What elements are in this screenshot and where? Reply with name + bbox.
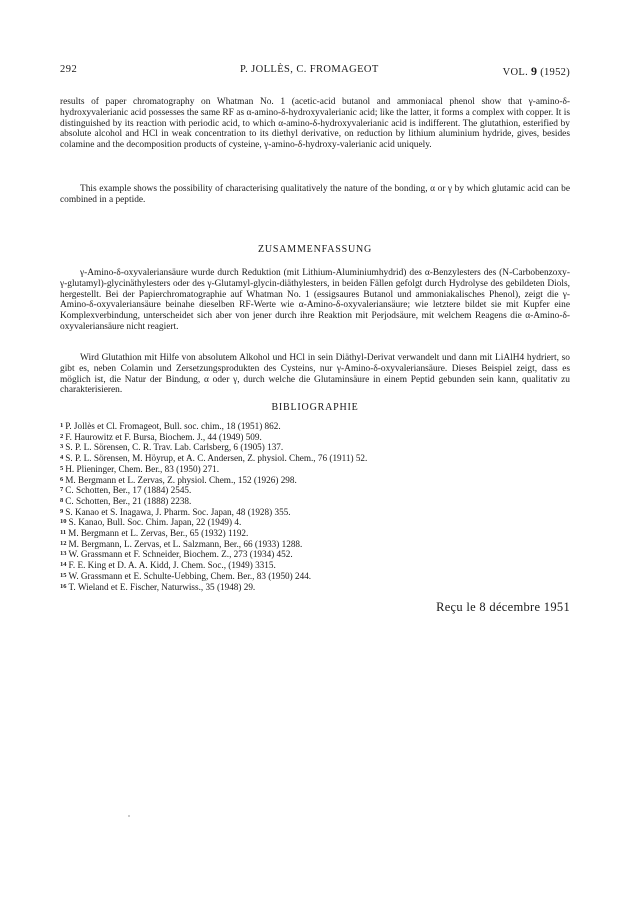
reference-number: 8 bbox=[60, 496, 64, 504]
reference-text: H. Plieninger, Chem. Ber., 83 (1950) 271. bbox=[65, 463, 220, 474]
reference-text: F. E. King et D. A. A. Kidd, J. Chem. Soc., (1949) 3315. bbox=[68, 560, 276, 571]
reference-number: 1 bbox=[60, 422, 64, 429]
reference-item bbox=[60, 485, 570, 496]
reference-text: P. Jollès et Cl. Fromageot, Bull. soc. chim., 18 (1951) 862. bbox=[65, 421, 281, 431]
reference-number: 7 bbox=[60, 486, 64, 494]
german-summary-paragraph-2: Wird Glutathion mit Hilfe von absolutem Alkohol und HCl in sein Diäthyl-Derivat verwandelt und dann mit LiAlH4 hydriert, so gibt es, neben Colamin und Zersetzungsprodukten des Cysteins, nur γ-Amino-δ-oxyvaleriansäure. Dieses Beispiel zeigt, dass es möglich ist, die Natur der Bindung, α oder γ, durch welche die Glutaminsäure in einem Peptid gebunden sein kann, qualitativ zu charakterisieren. bbox=[60, 353, 570, 396]
reference-text: M. Bergmann, L. Zervas, et L. Salzmann, Ber., 66 (1933) 1288. bbox=[68, 538, 303, 549]
reference-item bbox=[60, 421, 570, 432]
reference-number: 5 bbox=[60, 464, 64, 472]
reference-number: 12 bbox=[60, 539, 67, 547]
running-authors: P. JOLLÈS, C. FROMAGEOT bbox=[240, 64, 379, 75]
reference-item bbox=[60, 528, 570, 539]
reference-number: 9 bbox=[60, 507, 64, 515]
reference-item bbox=[60, 442, 570, 453]
reference-text: S. Kanao, Bull. Soc. Chim. Japan, 22 (1949) 4. bbox=[68, 517, 242, 528]
reference-text: S. Kanao et S. Inagawa, J. Pharm. Soc. Japan, 48 (1928) 355. bbox=[65, 506, 291, 517]
reference-number: 3 bbox=[60, 443, 64, 451]
reference-item bbox=[60, 549, 570, 560]
reference-item bbox=[60, 453, 570, 464]
reference-number: 13 bbox=[60, 550, 67, 558]
reference-text: W. Grassmann et E. Schulte-Uebbing, Chem. Ber., 83 (1950) 244. bbox=[68, 570, 312, 581]
german-summary-paragraph-1: γ-Amino-δ-oxyvaleriansäure wurde durch Reduktion (mit Lithium-Aluminiumhydrid) des α-Benzylesters des (N-Carbobenzoxy-γ-glutamyl)-glycinäthylesters oder des γ-Glutamyl-glycin-diäthylesters, in beiden Fällen gefolgt durch Hydrolyse des gebildeten Diols, hergestellt. Bei der Papierchromatographie auf Whatman No. 1 (essigsaures Butanol und ammoniakalisches Phenol), zeigt die γ-Amino-δ-oxyvaleriansäure beinahe dieselben RF-Werte wie α-Amino-δ-oxyvaleriansäure; wie letztere bildet sie mit Kupfer eine Komplexverbindung, unterscheidet sich aber von jener durch ihre Reaktion mit Perjodsäure, mit welchem Reagens die α-Amino-δ-oxyvaleriansäure nicht reagiert. bbox=[60, 268, 570, 332]
reference-text: S. P. L. Sörensen, C. R. Trav. Lab. Carlsberg, 6 (1905) 137. bbox=[65, 442, 284, 453]
summary-paragraph-english-end: results of paper chromatography on Whatman No. 1 (acetic-acid butanol and ammoniacal phenol show that γ-amino-δ-hydroxyvalerianic acid possesses the same RF as α-amino-δ-hydroxyvalerianic acid; like the latter, it forms a complex with copper. It is distinguished by its reaction with periodic acid, to which α-amino-δ-hydroxyvalerianic acid is indifferent. The glutathion, esterified by absolute alcohol and HCl in weak concentration to its diethyl derivative, on reduction by lithium aluminium hydride, gives, besides colamine and the decomposition products of cysteine, γ-amino-δ-hydroxy-valerianic acid uniquely. bbox=[60, 97, 570, 151]
reference-text: W. Grassmann et F. Schneider, Biochem. Z., 273 (1934) 452. bbox=[68, 549, 293, 560]
reference-text: M. Bergmann et L. Zervas, Ber., 65 (1932) 1192. bbox=[68, 528, 249, 539]
reference-text: C. Schotten, Ber., 21 (1888) 2238. bbox=[65, 495, 192, 506]
reference-item bbox=[60, 517, 570, 528]
volume-year: (1952) bbox=[540, 67, 570, 78]
page-number: 292 bbox=[60, 64, 78, 75]
reference-list bbox=[60, 421, 570, 592]
reference-number: 16 bbox=[60, 582, 67, 590]
zusammenfassung-heading: ZUSAMMENFASSUNG bbox=[257, 244, 373, 255]
reference-item bbox=[60, 571, 570, 582]
reference-number: 15 bbox=[60, 571, 67, 579]
running-header bbox=[60, 64, 570, 80]
reference-number: 10 bbox=[60, 518, 67, 526]
reference-number: 11 bbox=[60, 529, 67, 537]
reference-item bbox=[60, 464, 570, 475]
reference-item bbox=[60, 539, 570, 550]
reference-number: 14 bbox=[60, 561, 67, 569]
reference-item bbox=[60, 432, 570, 443]
reference-text: M. Bergmann et L. Zervas, Z. physiol. Chem., 152 (1926) 298. bbox=[65, 474, 297, 485]
summary-paragraph-english-conclusion: This example shows the possibility of characterising qualitatively the nature of the bonding, α or γ by which glutamic acid can be combined in a peptide. bbox=[60, 184, 570, 205]
volume-number: 9 bbox=[530, 64, 538, 78]
reference-number: 2 bbox=[60, 432, 64, 440]
reference-item bbox=[60, 507, 570, 518]
speck-mark bbox=[128, 815, 130, 817]
reference-item bbox=[60, 582, 570, 593]
reference-number: 4 bbox=[60, 454, 64, 462]
reference-item bbox=[60, 496, 570, 507]
bibliography-heading: BIBLIOGRAPHIE bbox=[271, 402, 359, 413]
reference-item bbox=[60, 560, 570, 571]
volume-info bbox=[503, 64, 570, 79]
reference-text: S. P. L. Sörensen, M. Höyrup, et A. C. Andersen, Z. physiol. Chem., 76 (1911) 52. bbox=[65, 453, 368, 464]
reference-text: F. Haurowitz et F. Bursa, Biochem. J., 44 (1949) 509. bbox=[65, 431, 262, 442]
received-date: Reçu le 8 décembre 1951 bbox=[436, 600, 570, 614]
reference-text: T. Wieland et E. Fischer, Naturwiss., 35 (1948) 29. bbox=[68, 581, 256, 592]
reference-item bbox=[60, 475, 570, 486]
reference-text: C. Schotten, Ber., 17 (1884) 2545. bbox=[65, 485, 192, 496]
reference-number: 6 bbox=[60, 475, 64, 483]
volume-prefix: VOL. bbox=[502, 67, 529, 78]
